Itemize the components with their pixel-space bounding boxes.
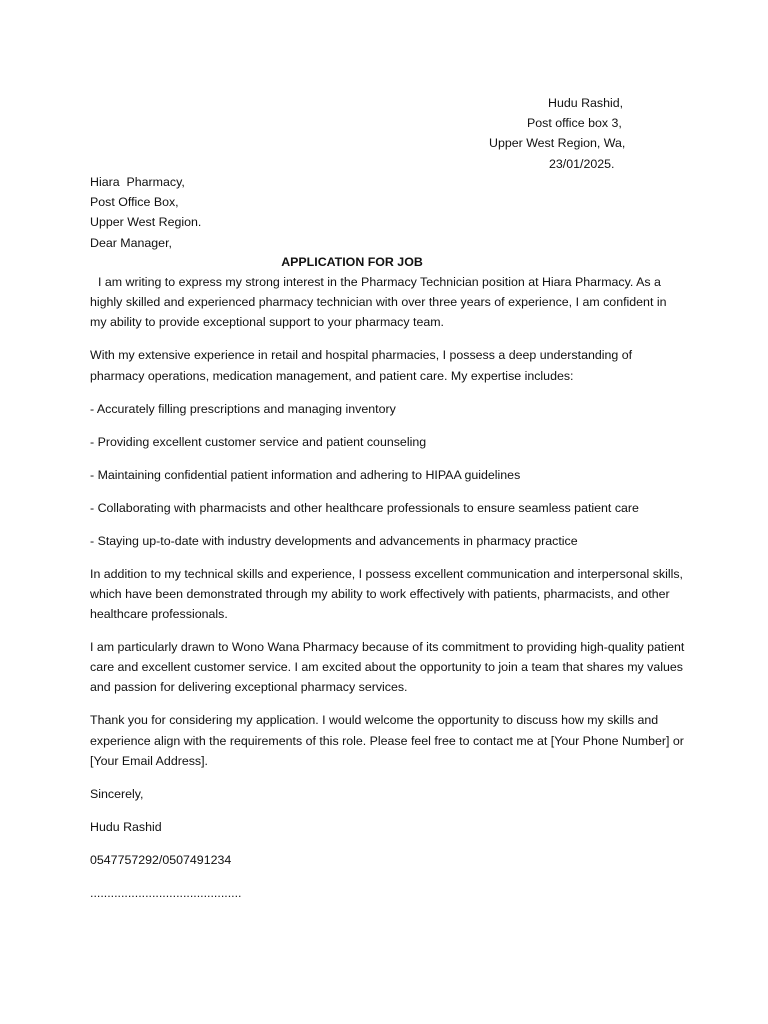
sender-region: Upper West Region, Wa, bbox=[489, 136, 626, 151]
sender-name: Hudu Rashid, bbox=[548, 96, 624, 110]
signer-phone: 0547757292/0507491234 bbox=[90, 852, 232, 867]
signature-line: ............................................ bbox=[90, 885, 242, 900]
sender-address: Post office box 3, bbox=[527, 116, 622, 131]
recipient-region: Upper West Region. bbox=[90, 215, 202, 230]
sender-address-block bbox=[460, 93, 660, 174]
letter-title: APPLICATION FOR JOB bbox=[281, 255, 423, 269]
signer-name: Hudu Rashid bbox=[90, 819, 162, 834]
recipient-address-block bbox=[90, 172, 201, 253]
expertise-item: - Providing excellent customer service and patient counseling bbox=[90, 434, 427, 449]
expertise-item: - Staying up-to-date with industry developments and advancements in pharmacy practice bbox=[90, 533, 578, 548]
paragraph-intro: I am writing to express my strong interest in the Pharmacy Technician position at Hiara Pharmacy. As a highly skilled and experienced pharmacy technician with over three years of experience, I am confident in my ability to provide exceptional support to your pharmacy team. bbox=[90, 275, 667, 330]
paragraph-experience: With my extensive experience in retail and hospital pharmacies, I possess a deep understanding of pharmacy operations, medication management, and patient care. My expertise includes: bbox=[90, 348, 633, 383]
recipient-address: Post Office Box, bbox=[90, 195, 179, 210]
letter-body bbox=[90, 272, 686, 916]
paragraph-motivation: I am particularly drawn to Wono Wana Pharmacy because of its commitment to providing high-quality patient care and excellent customer service. I am excited about the opportunity to join a team that shares my values and passion for delivering exceptional pharmacy services. bbox=[90, 640, 685, 695]
expertise-item: - Maintaining confidential patient information and adhering to HIPAA guidelines bbox=[90, 467, 521, 482]
recipient-name: Hiara Pharmacy, bbox=[90, 175, 185, 189]
expertise-item: - Accurately filling prescriptions and managing inventory bbox=[90, 401, 396, 416]
salutation: Dear Manager, bbox=[90, 235, 172, 250]
expertise-item: - Collaborating with pharmacists and other healthcare professionals to ensure seamless patient care bbox=[90, 500, 639, 515]
paragraph-skills: In addition to my technical skills and experience, I possess excellent communication and interpersonal skills, which have been demonstrated through my ability to work effectively with patients, pharmacists, and other healthcare professionals. bbox=[90, 566, 683, 622]
valediction: Sincerely, bbox=[90, 786, 144, 801]
letter-date: 23/01/2025. bbox=[549, 156, 615, 171]
paragraph-closing: Thank you for considering my application. I would welcome the opportunity to discuss how my skills and experience align with the requirements of this role. Please feel free to contact me at [Your Phone Number] or [Your Email Address]. bbox=[90, 713, 684, 768]
